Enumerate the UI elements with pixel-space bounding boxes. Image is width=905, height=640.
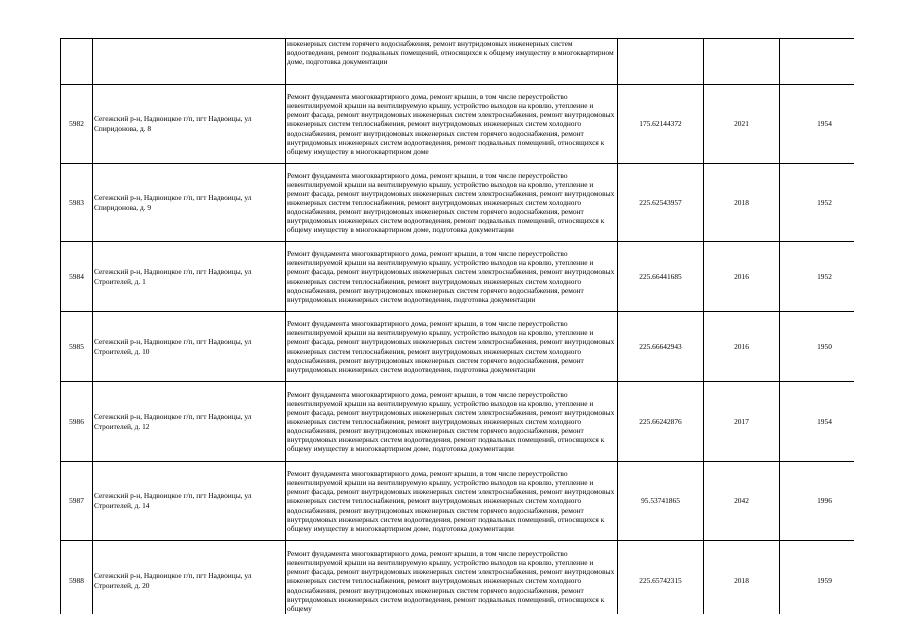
construction-year: 1952: [780, 164, 855, 242]
construction-year: 1952: [780, 242, 855, 312]
house-address: Сегежский р-н, Надвоицкое г/п, пгт Надвоицы, ул Спиридонова, д. 8: [93, 85, 286, 164]
planned-year: 2016: [704, 242, 780, 312]
construction-year: [780, 39, 855, 85]
repair-cost: 175.62144372: [618, 85, 704, 164]
repair-works: инженерных систем горячего водоснабжения, ремонт внутридомовых инженерных систем водоотведения, ремонт подвальных помещений, относящихся к общему имуществу в многоквартирном доме, подготовка документации: [286, 39, 618, 85]
house-address: Сегежский р-н, Надвоицкое г/п, пгт Надвоицы, ул Спиридонова, д. 9: [93, 164, 286, 242]
table-row: [61, 382, 855, 462]
repair-works: Ремонт фундамента многоквартирного дома, ремонт крыши, в том числе переустройство невентилируемой крыши на вентилируемую крышу, устройство выходов на кровлю, утепление и ремонт фасада, ремонт внутридомовых инженерных систем электроснабжения, ремонт внутридомовых инженерных систем теплоснабжения, ремонт внутридомовых инженерных систем холодного водоснабжения, ремонт внутридомовых инженерных систем горячего водоснабжения, ремонт внутридомовых инженерных систем водоотведения, ремонт подвальных помещений, относящихся к общему имуществу в многоквартирном доме, подготовка документации: [286, 462, 618, 541]
planned-year: 2016: [704, 312, 780, 382]
repair-works: Ремонт фундамента многоквартирного дома, ремонт крыши, в том числе переустройство невентилируемой крыши на вентилируемую крышу, устройство выходов на кровлю, утепление и ремонт фасада, ремонт внутридомовых инженерных систем электроснабжения, ремонт внутридомовых инженерных систем теплоснабжения, ремонт внутридомовых инженерных систем холодного водоснабжения, ремонт внутридомовых инженерных систем горячего водоснабжения, ремонт внутридомовых инженерных систем водоотведения, ремонт подвальных помещений, относящихся к общему имуществу в многоквартирном доме: [286, 85, 618, 164]
table-row: [61, 85, 855, 164]
table-row: [61, 39, 855, 85]
repair-works: Ремонт фундамента многоквартирного дома, ремонт крыши, в том числе переустройство невентилируемой крыши на вентилируемую крышу, устройство выходов на кровлю, утепление и ремонт фасада, ремонт внутридомовых инженерных систем электроснабжения, ремонт внутридомовых инженерных систем теплоснабжения, ремонт внутридомовых инженерных систем холодного водоснабжения, ремонт внутридомовых инженерных систем горячего водоснабжения, ремонт внутридомовых инженерных систем водоотведения, ремонт подвальных помещений, относящихся к общему имуществу в многоквартирном доме, подготовка документации: [286, 382, 618, 462]
row-number: 5985: [61, 312, 93, 382]
row-number: 5986: [61, 382, 93, 462]
house-address: Сегежский р-н, Надвоицкое г/п, пгт Надвоицы, ул Строителей, д. 20: [93, 541, 286, 615]
capital-repair-table: [60, 38, 854, 614]
row-number: 5987: [61, 462, 93, 541]
house-address: Сегежский р-н, Надвоицкое г/п, пгт Надвоицы, ул Строителей, д. 14: [93, 462, 286, 541]
house-address: Сегежский р-н, Надвоицкое г/п, пгт Надвоицы, ул Строителей, д. 12: [93, 382, 286, 462]
row-number: 5983: [61, 164, 93, 242]
planned-year: 2017: [704, 382, 780, 462]
construction-year: 1954: [780, 85, 855, 164]
repair-cost: 225.62543957: [618, 164, 704, 242]
house-address: Сегежский р-н, Надвоицкое г/п, пгт Надвоицы, ул Строителей, д. 1: [93, 242, 286, 312]
repair-works: Ремонт фундамента многоквартирного дома, ремонт крыши, в том числе переустройство невентилируемой крыши на вентилируемую крышу, устройство выходов на кровлю, утепление и ремонт фасада, ремонт внутридомовых инженерных систем электроснабжения, ремонт внутридомовых инженерных систем теплоснабжения, ремонт внутридомовых инженерных систем холодного водоснабжения, ремонт внутридомовых инженерных систем горячего водоснабжения, ремонт внутридомовых инженерных систем водоотведения, подготовка документации: [286, 312, 618, 382]
repair-works: Ремонт фундамента многоквартирного дома, ремонт крыши, в том числе переустройство невентилируемой крыши на вентилируемую крышу, устройство выходов на кровлю, утепление и ремонт фасада, ремонт внутридомовых инженерных систем электроснабжения, ремонт внутридомовых инженерных систем теплоснабжения, ремонт внутридомовых инженерных систем холодного водоснабжения, ремонт внутридомовых инженерных систем горячего водоснабжения, ремонт внутридомовых инженерных систем водоотведения, подготовка документации: [286, 242, 618, 312]
repair-cost: 225.66242876: [618, 382, 704, 462]
construction-year: 1959: [780, 541, 855, 615]
table-row: [61, 541, 855, 615]
planned-year: [704, 39, 780, 85]
planned-year: 2018: [704, 541, 780, 615]
row-number: 5988: [61, 541, 93, 615]
table-row: [61, 242, 855, 312]
repair-works: Ремонт фундамента многоквартирного дома, ремонт крыши, в том числе переустройство невентилируемой крыши на вентилируемую крышу, устройство выходов на кровлю, утепление и ремонт фасада, ремонт внутридомовых инженерных систем электроснабжения, ремонт внутридомовых инженерных систем теплоснабжения, ремонт внутридомовых инженерных систем холодного водоснабжения, ремонт внутридомовых инженерных систем горячего водоснабжения, ремонт внутридомовых инженерных систем водоотведения, ремонт подвальных помещений, относящихся к общему имуществу в многоквартирном доме, подготовка документации: [286, 164, 618, 242]
table-row: [61, 164, 855, 242]
planned-year: 2018: [704, 164, 780, 242]
row-number: 5984: [61, 242, 93, 312]
table-row: [61, 312, 855, 382]
planned-year: 2042: [704, 462, 780, 541]
construction-year: 1954: [780, 382, 855, 462]
house-address: [93, 39, 286, 85]
table-row: [61, 462, 855, 541]
construction-year: 1950: [780, 312, 855, 382]
document-sheet: [60, 38, 854, 614]
row-number: 5982: [61, 85, 93, 164]
planned-year: 2021: [704, 85, 780, 164]
house-address: Сегежский р-н, Надвоицкое г/п, пгт Надвоицы, ул Строителей, д. 10: [93, 312, 286, 382]
row-number: [61, 39, 93, 85]
repair-cost: 225.65742315: [618, 541, 704, 615]
construction-year: 1996: [780, 462, 855, 541]
repair-cost: 95.53741865: [618, 462, 704, 541]
repair-cost: 225.66441685: [618, 242, 704, 312]
repair-cost: 225.66642943: [618, 312, 704, 382]
repair-cost: [618, 39, 704, 85]
repair-works: Ремонт фундамента многоквартирного дома, ремонт крыши, в том числе переустройство невентилируемой крыши на вентилируемую крышу, устройство выходов на кровлю, утепление и ремонт фасада, ремонт внутридомовых инженерных систем электроснабжения, ремонт внутридомовых инженерных систем теплоснабжения, ремонт внутридомовых инженерных систем холодного водоснабжения, ремонт внутридомовых инженерных систем горячего водоснабжения, ремонт внутридомовых инженерных систем водоотведения, ремонт подвальных помещений, относящихся к общему: [286, 541, 618, 615]
